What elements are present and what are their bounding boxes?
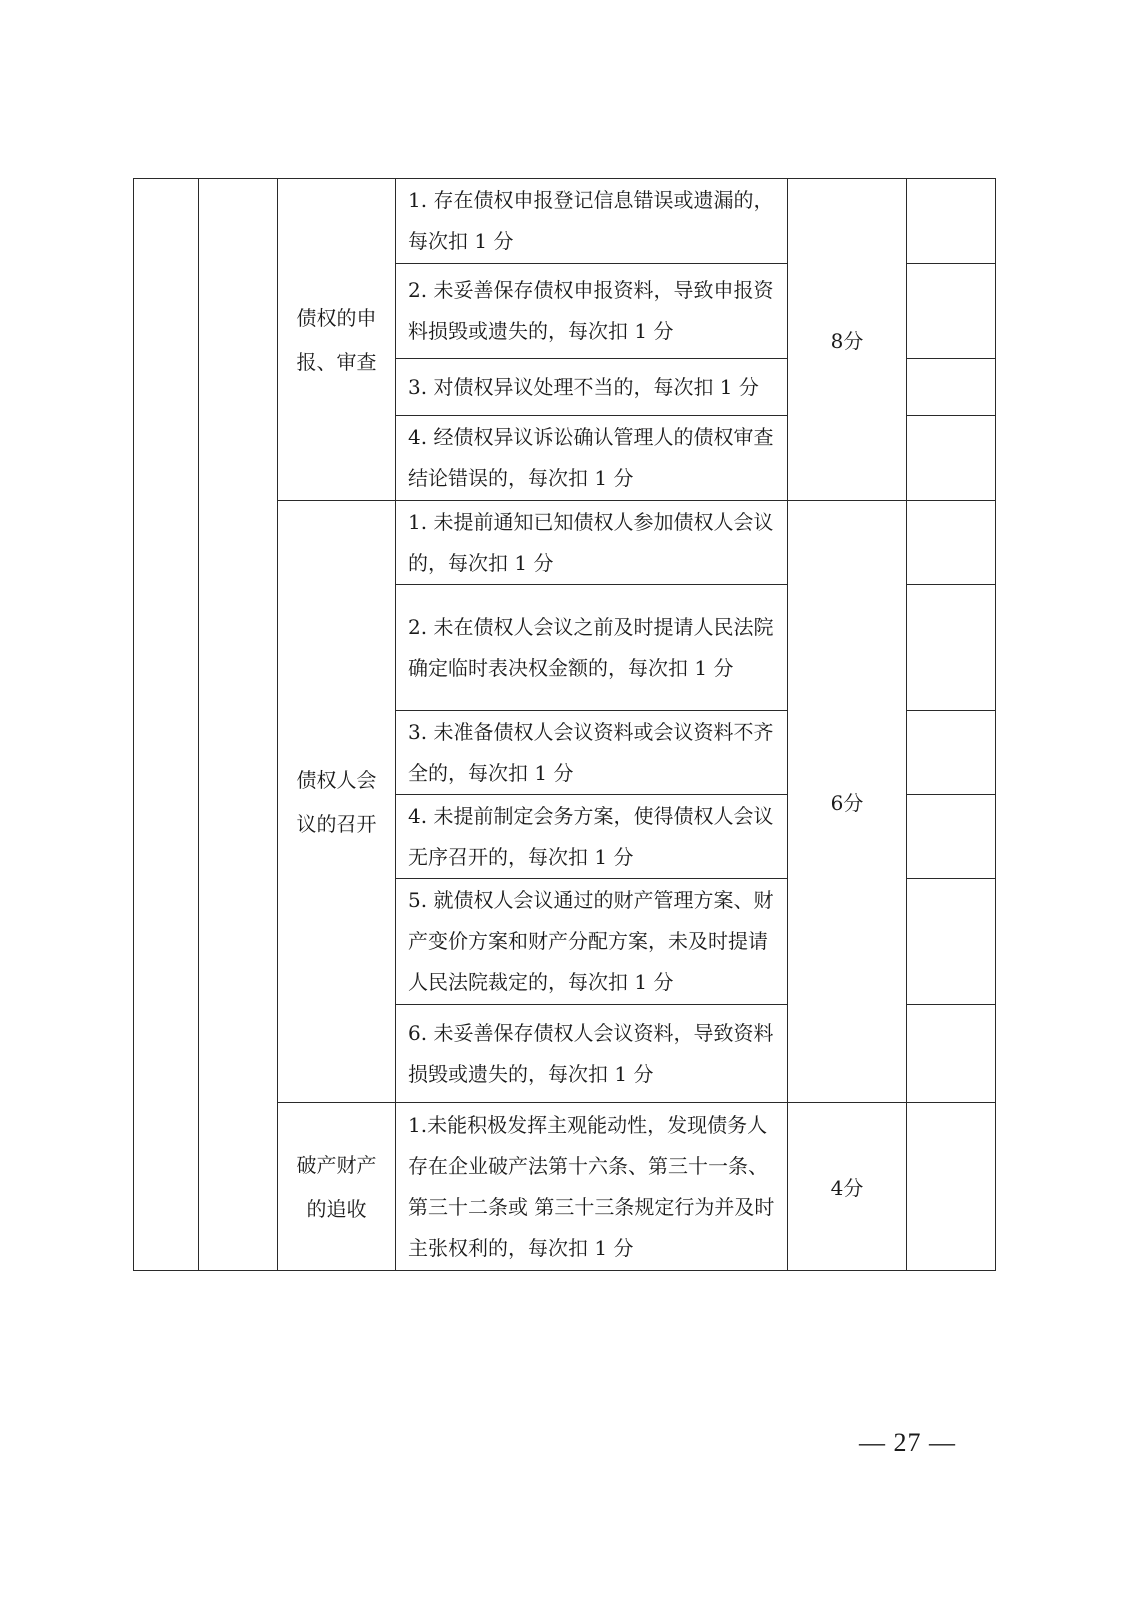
criterion-cell bbox=[396, 585, 788, 711]
deduction-cell bbox=[907, 264, 996, 359]
criterion-text: 6. 未妥善保存债权人会议资料，导致资料损毁或遗失的，每次扣 1 分 bbox=[408, 1020, 774, 1086]
criterion-cell bbox=[396, 501, 788, 585]
score-cell bbox=[788, 1103, 907, 1271]
deduction-cell bbox=[907, 711, 996, 795]
deduction-cell bbox=[907, 501, 996, 585]
score-cell bbox=[788, 501, 907, 1103]
criterion-text: 5. 就债权人会议通过的财产管理方案、财产变价方案和财产分配方案，未及时提请人民法院裁定的，每次扣 1 分 bbox=[408, 888, 774, 994]
criterion-cell bbox=[396, 1005, 788, 1103]
category-cell bbox=[278, 501, 396, 1103]
criterion-text: 3. 对债权异议处理不当的，每次扣 1 分 bbox=[408, 374, 759, 399]
criterion-text: 1.未能积极发挥主观能动性，发现债务人存在企业破产法第十六条、第三十一条、第三十二条或 第三十三条规定行为并及时主张权利的，每次扣 1 分 bbox=[408, 1112, 775, 1260]
criterion-cell bbox=[396, 264, 788, 359]
score-value: 8分 bbox=[830, 329, 864, 353]
criterion-text: 3. 未准备债权人会议资料或会议资料不齐全的，每次扣 1 分 bbox=[408, 719, 774, 785]
deduction-cell bbox=[907, 795, 996, 879]
category-cell bbox=[278, 179, 396, 501]
deduction-cell bbox=[907, 359, 996, 416]
blank-column-1 bbox=[134, 179, 199, 1271]
deduction-cell bbox=[907, 416, 996, 501]
score-value: 6分 bbox=[830, 791, 864, 815]
criterion-text: 2. 未在债权人会议之前及时提请人民法院确定临时表决权金额的，每次扣 1 分 bbox=[408, 614, 774, 680]
criterion-text: 2. 未妥善保存债权申报资料，导致申报资料损毁或遗失的，每次扣 1 分 bbox=[408, 278, 774, 343]
category-label: 债权的申报、审查 bbox=[296, 305, 377, 374]
page-number: — 27 — bbox=[859, 1428, 956, 1457]
criterion-text: 1. 存在债权申报登记信息错误或遗漏的，每次扣 1 分 bbox=[408, 188, 774, 253]
criterion-cell bbox=[396, 1103, 788, 1271]
deduction-cell bbox=[907, 179, 996, 264]
category-label: 债权人会议的召开 bbox=[296, 767, 377, 836]
score-cell bbox=[788, 179, 907, 501]
deduction-cell bbox=[907, 879, 996, 1005]
criterion-text: 4. 未提前制定会务方案，使得债权人会议无序召开的，每次扣 1 分 bbox=[408, 803, 774, 869]
table-row bbox=[134, 179, 996, 264]
deduction-cell bbox=[907, 1005, 996, 1103]
criterion-text: 1. 未提前通知已知债权人参加债权人会议的，每次扣 1 分 bbox=[408, 509, 774, 575]
criterion-cell bbox=[396, 795, 788, 879]
criterion-cell bbox=[396, 416, 788, 501]
criterion-cell bbox=[396, 179, 788, 264]
criterion-cell bbox=[396, 879, 788, 1005]
criterion-cell bbox=[396, 711, 788, 795]
criterion-cell bbox=[396, 359, 788, 416]
criterion-text: 4. 经债权异议诉讼确认管理人的债权审查结论错误的，每次扣 1 分 bbox=[408, 425, 774, 490]
score-value: 4分 bbox=[830, 1176, 864, 1200]
category-label: 破产财产的追收 bbox=[296, 1152, 377, 1221]
deduction-cell bbox=[907, 1103, 996, 1271]
deduction-cell bbox=[907, 585, 996, 711]
scoring-table bbox=[133, 178, 996, 1271]
blank-column-2 bbox=[199, 179, 278, 1271]
category-cell bbox=[278, 1103, 396, 1271]
